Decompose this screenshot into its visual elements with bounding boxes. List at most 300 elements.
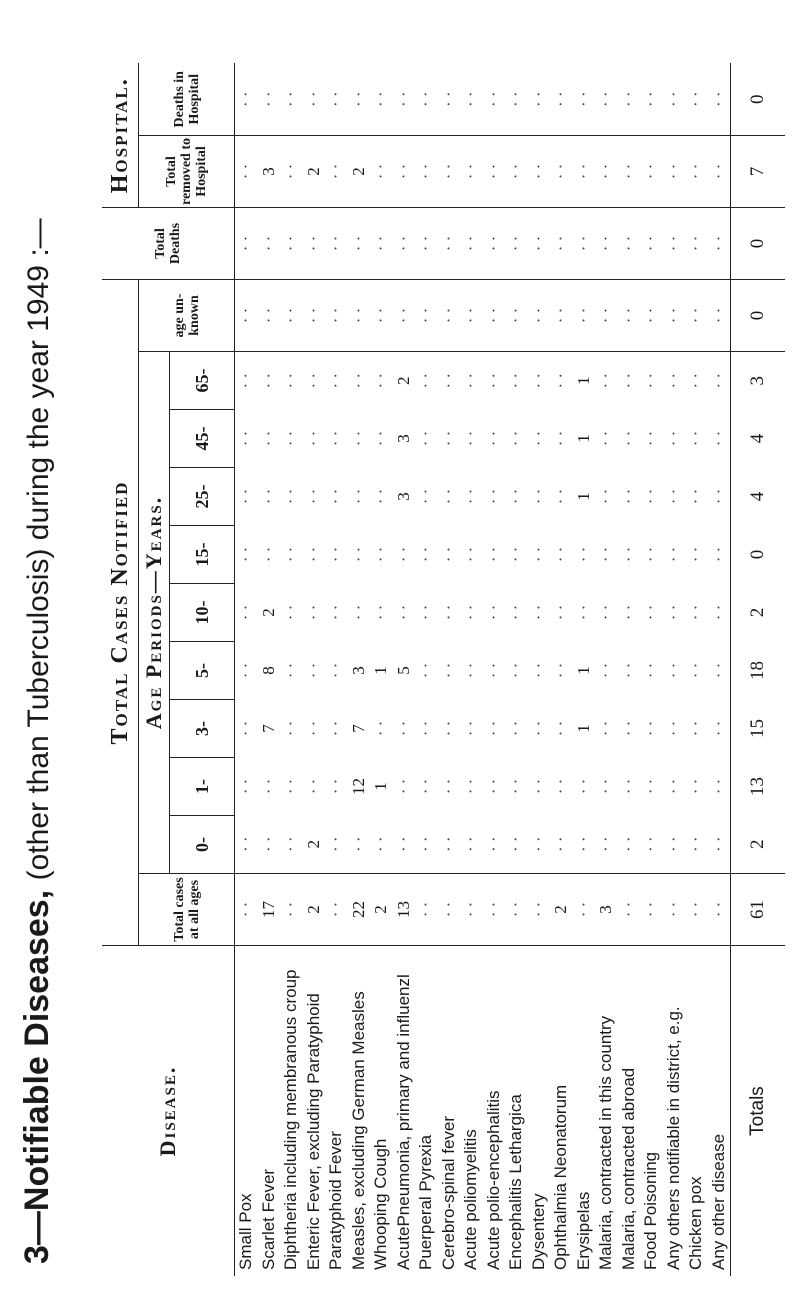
age-header-0: 0-	[170, 816, 235, 874]
table-cell: · ·	[550, 136, 573, 208]
table-cell: · ·	[258, 836, 278, 853]
totals-cell: 15	[731, 700, 786, 758]
age-header-3: 5-	[170, 642, 235, 700]
table-cell: · ·	[528, 662, 548, 679]
table-cell: · ·	[506, 662, 526, 679]
table-cell: · ·	[461, 488, 481, 505]
table-cell: · ·	[483, 546, 503, 563]
table-row	[438, 64, 461, 1277]
disease-name: Puerperal Pyrexia	[415, 946, 438, 1277]
table-cell: · ·	[663, 874, 686, 946]
table-cell: · ·	[618, 604, 638, 621]
table-cell: · ·	[686, 488, 706, 505]
totals-label: Totals	[731, 946, 786, 1277]
heading-number: 3	[18, 1245, 56, 1264]
table-row	[483, 64, 506, 1277]
table-cell: · ·	[303, 546, 323, 563]
table-cell: · ·	[280, 136, 303, 208]
table-cell: · ·	[281, 488, 301, 505]
table-cell: · ·	[416, 604, 436, 621]
table-cell: · ·	[415, 136, 438, 208]
table-cell: 13	[393, 874, 416, 946]
table-row	[303, 64, 326, 1277]
table-cell: · ·	[461, 546, 481, 563]
table-cell: · ·	[326, 720, 346, 737]
table-cell: · ·	[573, 280, 596, 352]
table-cell: · ·	[416, 836, 436, 853]
table-cell: · ·	[618, 430, 638, 447]
table-cell: · ·	[596, 778, 616, 795]
table-cell: · ·	[461, 662, 481, 679]
table-cell: · ·	[393, 136, 416, 208]
table-cell: · ·	[393, 91, 413, 108]
table-cell: · ·	[461, 720, 481, 737]
table-cell: · ·	[595, 136, 618, 208]
table-cell: · ·	[415, 280, 438, 352]
table-cell: · ·	[461, 430, 481, 447]
deaths-in-hospital-header: Deaths in Hospital	[139, 64, 235, 136]
table-cell: · ·	[528, 430, 548, 447]
table-cell: · ·	[551, 720, 571, 737]
table-cell: · ·	[483, 430, 503, 447]
table-cell: · ·	[483, 280, 506, 352]
table-cell: · ·	[663, 208, 686, 280]
table-cell: · ·	[460, 352, 483, 410]
table-cell: · ·	[483, 208, 506, 280]
table-cell: · ·	[281, 546, 301, 563]
table-cell: · ·	[528, 604, 548, 621]
table-cell: · ·	[280, 874, 303, 946]
table-cell: · ·	[663, 546, 683, 563]
table-cell: · ·	[438, 546, 458, 563]
table-cell: · ·	[640, 208, 663, 280]
table-cell: · ·	[686, 91, 706, 108]
table-cell: · ·	[708, 778, 728, 795]
table-cell: · ·	[326, 546, 346, 563]
table-cell: · ·	[640, 136, 663, 208]
table-cell: · ·	[438, 720, 458, 737]
table-cell: · ·	[595, 208, 618, 280]
table-cell: · ·	[528, 720, 548, 737]
disease-name: Erysipelas	[573, 946, 596, 1277]
table-cell: · ·	[596, 546, 616, 563]
table-cell: 1	[573, 492, 593, 501]
table-cell: · ·	[551, 604, 571, 621]
table-cell: · ·	[550, 208, 573, 280]
table-cell: 2	[303, 874, 326, 946]
table-cell: · ·	[438, 778, 458, 795]
table-cell: · ·	[371, 488, 391, 505]
table-cell: · ·	[708, 136, 731, 208]
table-cell: · ·	[618, 136, 641, 208]
table-cell: · ·	[573, 208, 596, 280]
table-cell: · ·	[596, 430, 616, 447]
table-cell: · ·	[303, 430, 323, 447]
table-cell: · ·	[551, 488, 571, 505]
table-cell: · ·	[348, 91, 368, 108]
table-cell: · ·	[686, 720, 706, 737]
table-row	[258, 64, 281, 1277]
table-cell: · ·	[281, 836, 301, 853]
table-cell: · ·	[708, 488, 728, 505]
table-cell: · ·	[258, 352, 281, 410]
table-cell: · ·	[663, 662, 683, 679]
table-cell: · ·	[236, 91, 256, 108]
table-row	[708, 64, 731, 1277]
table-cell: · ·	[708, 280, 731, 352]
table-cell: · ·	[505, 136, 528, 208]
table-cell: · ·	[461, 836, 481, 853]
table-cell: · ·	[708, 546, 728, 563]
table-cell: · ·	[258, 488, 278, 505]
table-cell: 3	[393, 492, 413, 501]
table-cell: · ·	[641, 662, 661, 679]
table-cell: · ·	[618, 662, 638, 679]
age-periods-header: Age Periods—Years.	[139, 352, 170, 874]
table-cell: · ·	[236, 836, 256, 853]
table-cell: · ·	[618, 280, 641, 352]
table-cell: · ·	[483, 836, 503, 853]
table-cell: · ·	[326, 836, 346, 853]
table-cell: · ·	[326, 91, 346, 108]
table-cell: · ·	[393, 604, 413, 621]
table-row	[595, 64, 618, 1277]
table-row	[415, 64, 438, 1277]
disease-name: Paratyphoid Fever	[325, 946, 348, 1277]
table-cell: · ·	[596, 488, 616, 505]
table-cell: · ·	[483, 778, 503, 795]
table-cell: · ·	[505, 874, 528, 946]
table-cell: · ·	[573, 136, 596, 208]
table-cell: · ·	[281, 430, 301, 447]
table-cell: · ·	[708, 662, 728, 679]
disease-name: Malaria, contracted in this country	[595, 946, 618, 1277]
table-cell: · ·	[618, 836, 638, 853]
table-cell: 8	[258, 666, 278, 675]
table-cell: · ·	[641, 778, 661, 795]
table-cell: · ·	[235, 874, 258, 946]
table-cell: · ·	[371, 91, 391, 108]
table-cell: · ·	[438, 280, 461, 352]
table-cell: · ·	[663, 836, 683, 853]
age-header-4: 10-	[170, 584, 235, 642]
table-cell: · ·	[641, 546, 661, 563]
table-cell: · ·	[281, 662, 301, 679]
table-cell: · ·	[371, 604, 391, 621]
table-cell: · ·	[686, 546, 706, 563]
table-cell: · ·	[393, 208, 416, 280]
table-cell: · ·	[236, 778, 256, 795]
hospital-header: Hospital.	[102, 64, 139, 208]
table-cell: 1	[573, 724, 593, 733]
age-header-7: 45-	[170, 410, 235, 468]
table-cell: · ·	[348, 836, 368, 853]
table-cell: · ·	[573, 874, 596, 946]
table-cell: · ·	[708, 604, 728, 621]
table-row	[348, 64, 371, 1277]
table-cell: · ·	[618, 874, 641, 946]
table-row	[235, 64, 258, 1277]
table-cell: · ·	[663, 136, 686, 208]
table-cell: · ·	[416, 430, 436, 447]
table-cell: · ·	[595, 352, 618, 410]
table-cell: · ·	[393, 836, 413, 853]
table-cell: 3	[348, 666, 368, 675]
table-cell: 1	[371, 666, 391, 675]
age-header-1: 1-	[170, 758, 235, 816]
table-cell: · ·	[438, 662, 458, 679]
table-cell: · ·	[280, 280, 303, 352]
table-cell: 1	[573, 434, 593, 443]
table-cell: · ·	[640, 352, 663, 410]
disease-header: Disease.	[102, 946, 235, 1277]
table-cell: · ·	[348, 546, 368, 563]
table-cell: 7	[348, 724, 368, 733]
table-cell: · ·	[258, 208, 281, 280]
table-cell: · ·	[438, 430, 458, 447]
disease-rows	[235, 64, 786, 1277]
disease-name: Cerebro-spinal fever	[438, 946, 461, 1277]
table-cell: · ·	[438, 91, 458, 108]
table-cell: · ·	[685, 280, 708, 352]
table-cell: · ·	[573, 604, 593, 621]
table-cell: · ·	[281, 720, 301, 737]
table-cell: · ·	[326, 778, 346, 795]
table-cell: · ·	[235, 352, 258, 410]
disease-name: Whooping Cough	[370, 946, 393, 1277]
table-cell: · ·	[686, 604, 706, 621]
table-cell: · ·	[303, 91, 323, 108]
table-cell: · ·	[235, 136, 258, 208]
table-cell: · ·	[483, 352, 506, 410]
table-cell: · ·	[686, 836, 706, 853]
table-cell: · ·	[506, 91, 526, 108]
table-cell: · ·	[416, 488, 436, 505]
table-cell: · ·	[550, 352, 573, 410]
table-cell: · ·	[641, 91, 661, 108]
table-cell: · ·	[618, 720, 638, 737]
table-cell: 3	[393, 434, 413, 443]
table-cell: · ·	[235, 280, 258, 352]
table-cell: · ·	[640, 280, 663, 352]
table-cell: · ·	[348, 208, 371, 280]
table-cell: · ·	[528, 208, 551, 280]
table-cell: · ·	[551, 546, 571, 563]
table-cell: · ·	[618, 352, 641, 410]
table-row	[573, 64, 596, 1277]
table-row	[663, 64, 686, 1277]
table-cell: · ·	[393, 280, 416, 352]
table-cell: · ·	[641, 720, 661, 737]
table-cell: · ·	[551, 778, 571, 795]
table-cell: · ·	[303, 662, 323, 679]
disease-name: Acute polio-encephalitis	[483, 946, 506, 1277]
table-cell: · ·	[708, 720, 728, 737]
disease-name: Diphtheria including membranous croup	[280, 946, 303, 1277]
table-cell: · ·	[551, 430, 571, 447]
table-cell: · ·	[326, 488, 346, 505]
table-cell: · ·	[618, 91, 638, 108]
table-cell: · ·	[686, 430, 706, 447]
table-cell: · ·	[461, 91, 481, 108]
table-cell: · ·	[528, 136, 551, 208]
table-row	[618, 64, 641, 1277]
table-cell: · ·	[280, 208, 303, 280]
table-cell: 17	[258, 874, 281, 946]
table-cell: 3	[258, 136, 281, 208]
table-row	[505, 64, 528, 1277]
table-cell: 12	[348, 778, 368, 795]
table-row	[460, 64, 483, 1277]
table-cell: · ·	[506, 604, 526, 621]
totals-cell: 0	[731, 208, 786, 280]
table-cell: · ·	[506, 720, 526, 737]
age-header-2: 3-	[170, 700, 235, 758]
table-cell: · ·	[325, 280, 348, 352]
table-cell: · ·	[393, 546, 413, 563]
table-cell: · ·	[258, 430, 278, 447]
table-cell: · ·	[551, 662, 571, 679]
table-cell: · ·	[506, 836, 526, 853]
table-cell: · ·	[483, 604, 503, 621]
table-cell: · ·	[325, 136, 348, 208]
table-cell: · ·	[528, 778, 548, 795]
table-cell: · ·	[686, 662, 706, 679]
disease-name: Any other disease	[708, 946, 731, 1277]
table-cell: · ·	[370, 136, 393, 208]
table-cell: · ·	[686, 778, 706, 795]
table-cell: · ·	[641, 488, 661, 505]
table-cell: · ·	[416, 91, 436, 108]
table-cell: · ·	[326, 604, 346, 621]
table-row	[640, 64, 663, 1277]
table-cell: · ·	[303, 604, 323, 621]
table-cell: · ·	[618, 208, 641, 280]
table-cell: · ·	[708, 352, 731, 410]
totals-cell: 4	[731, 468, 786, 526]
table-cell: · ·	[506, 430, 526, 447]
table-cell: · ·	[258, 778, 278, 795]
table-cell: · ·	[708, 208, 731, 280]
table-cell: · ·	[640, 874, 663, 946]
table-row	[528, 64, 551, 1277]
totals-cell: 4	[731, 410, 786, 468]
disease-name: AcutePneumonia, primary and influenzl	[393, 946, 416, 1277]
table-cell: · ·	[685, 136, 708, 208]
table-cell: 1	[573, 666, 593, 675]
table-cell: · ·	[438, 352, 461, 410]
disease-name: Encephalitis Lethargica	[505, 946, 528, 1277]
table-cell: · ·	[506, 778, 526, 795]
table-cell: · ·	[416, 546, 436, 563]
table-cell: · ·	[573, 91, 593, 108]
totals-cell: 3	[731, 352, 786, 410]
table-cell: · ·	[461, 604, 481, 621]
table-cell: · ·	[325, 208, 348, 280]
table-cell: · ·	[303, 488, 323, 505]
table-cell: · ·	[416, 720, 436, 737]
table-cell: · ·	[460, 208, 483, 280]
table-cell: · ·	[551, 91, 571, 108]
table-cell: · ·	[438, 604, 458, 621]
removed-to-hospital-header: Total removed to Hospital	[139, 136, 235, 208]
table-cell: · ·	[438, 874, 461, 946]
disease-name: Chicken pox	[685, 946, 708, 1277]
table-cell: · ·	[685, 352, 708, 410]
disease-name: Small Pox	[235, 946, 258, 1277]
table-cell: · ·	[573, 836, 593, 853]
table-cell: · ·	[708, 430, 728, 447]
table-cell: · ·	[281, 604, 301, 621]
disease-name: Food Poisoning	[640, 946, 663, 1277]
table-cell: · ·	[460, 874, 483, 946]
table-cell: · ·	[281, 91, 301, 108]
table-cell: · ·	[236, 546, 256, 563]
table-cell: · ·	[663, 280, 686, 352]
disease-name: Ophthalmia Neonatorum	[550, 946, 573, 1277]
total-cases-header: Total Cases Notified	[102, 280, 139, 946]
totals-cell: 0	[731, 526, 786, 584]
total-deaths-header: Total Deaths	[102, 208, 235, 280]
table-cell: · ·	[236, 604, 256, 621]
table-cell: · ·	[618, 488, 638, 505]
table-cell: 2	[393, 352, 416, 410]
table-cell: · ·	[573, 546, 593, 563]
table-cell: · ·	[371, 546, 391, 563]
table-cell: 1	[573, 352, 596, 410]
table-cell: · ·	[663, 488, 683, 505]
table-cell: · ·	[236, 662, 256, 679]
table-cell: 2	[370, 874, 393, 946]
notifiable-diseases-table	[102, 64, 785, 1277]
table-row	[550, 64, 573, 1277]
totals-cell: 18	[731, 642, 786, 700]
table-cell: · ·	[596, 662, 616, 679]
table-row	[325, 64, 348, 1277]
totals-cell: 61	[731, 874, 786, 946]
table-cell: · ·	[371, 430, 391, 447]
table-cell: · ·	[483, 720, 503, 737]
table-cell: · ·	[528, 488, 548, 505]
total-all-ages-header: Total cases at all ages	[139, 874, 235, 946]
table-cell: · ·	[438, 836, 458, 853]
table-cell: · ·	[663, 604, 683, 621]
table-cell: · ·	[685, 208, 708, 280]
table-cell: · ·	[460, 136, 483, 208]
table-cell: · ·	[303, 720, 323, 737]
table-cell: · ·	[528, 836, 548, 853]
totals-cell: 0	[731, 280, 786, 352]
disease-name: Malaria, contracted abroad	[618, 946, 641, 1277]
age-unknown-header: age un-known	[139, 280, 235, 352]
table-cell: 7	[258, 724, 278, 733]
table-cell: · ·	[528, 280, 551, 352]
table-cell: · ·	[528, 91, 548, 108]
table-cell: · ·	[596, 91, 616, 108]
table-cell: · ·	[460, 280, 483, 352]
table-cell: · ·	[415, 352, 438, 410]
totals-cell: 13	[731, 758, 786, 816]
table-cell: · ·	[663, 91, 683, 108]
table-cell: · ·	[505, 280, 528, 352]
table-cell: · ·	[258, 546, 278, 563]
table-cell: · ·	[325, 874, 348, 946]
table-cell: · ·	[641, 430, 661, 447]
table-cell: · ·	[438, 488, 458, 505]
table-cell: · ·	[280, 352, 303, 410]
table-cell: · ·	[573, 778, 593, 795]
table-cell: · ·	[618, 546, 638, 563]
